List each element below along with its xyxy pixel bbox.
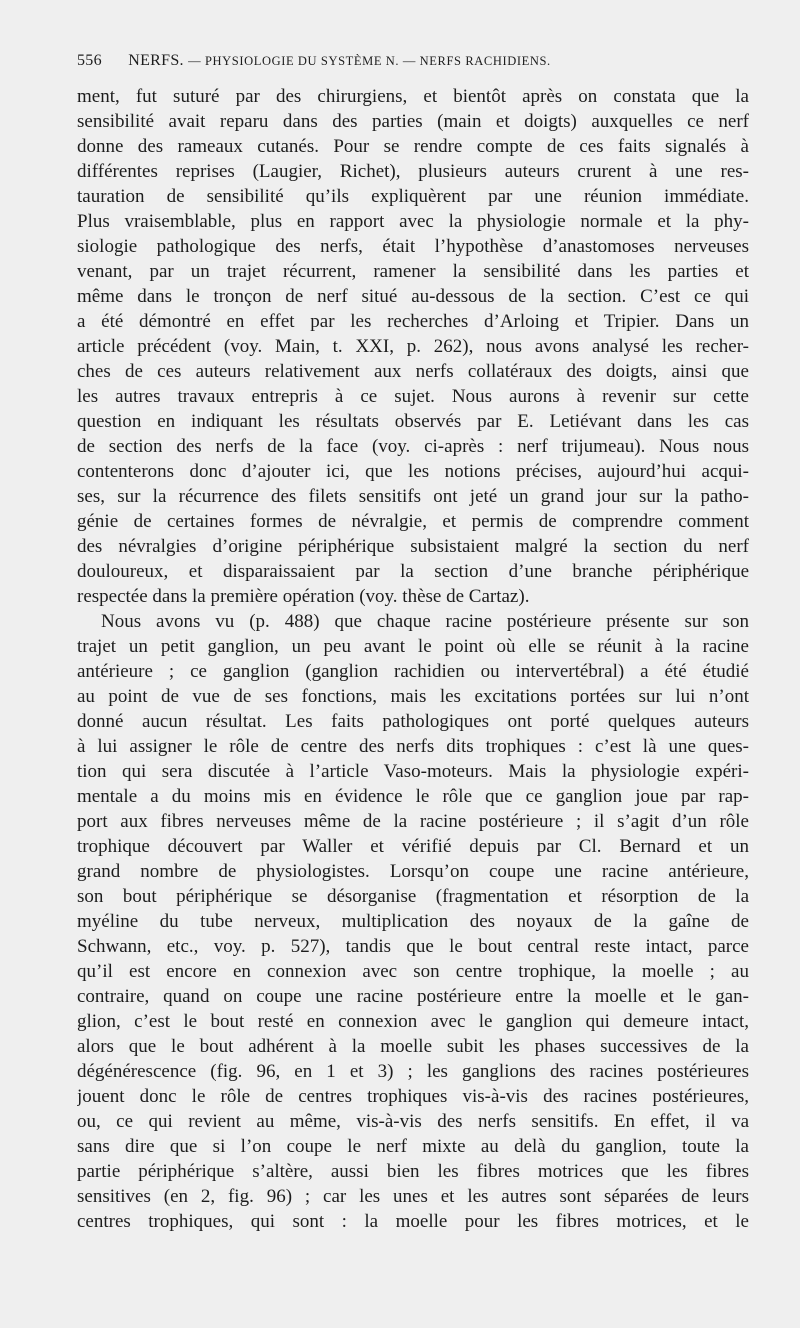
text-line: à lui assigner le rôle de centre des nerfs dits trophiques : c’est là une ques-: [77, 736, 749, 757]
text-line: sans dire que si l’on coupe le nerf mixte au delà du ganglion, toute la: [77, 1136, 749, 1157]
running-head: [77, 52, 757, 70]
text-line: son bout périphérique se désorganise (fragmentation et résorption de la: [77, 886, 749, 907]
text-line: douloureux, et disparaissaient par la section d’une branche périphérique: [77, 561, 749, 582]
text-line: port aux fibres nerveuses même de la racine postérieure ; il s’agit d’un rôle: [77, 811, 749, 832]
text-line: venant, par un trajet récurrent, ramener la sensibilité dans les parties et: [77, 261, 749, 282]
text-line: centres trophiques, qui sont : la moelle pour les fibres motrices, et le: [77, 1211, 749, 1232]
text-line: ou, ce qui revient au même, vis-à-vis des nerfs sensitifs. En effet, il va: [77, 1111, 749, 1132]
text-line: même dans le tronçon de nerf situé au-dessous de la section. C’est ce qui: [77, 286, 749, 307]
text-line: différentes reprises (Laugier, Richet), plusieurs auteurs crurent à une res-: [77, 161, 749, 182]
text-line: donné aucun résultat. Les faits pathologiques ont porté quelques auteurs: [77, 711, 749, 732]
text-line: tauration de sensibilité qu’ils expliquèrent par une réunion immédiate.: [77, 186, 749, 207]
text-line: question en indiquant les résultats observés par E. Letiévant dans les cas: [77, 411, 749, 432]
text-line: grand nombre de physiologistes. Lorsqu’on coupe une racine antérieure,: [77, 861, 749, 882]
text-line: ses, sur la récurrence des filets sensitifs ont jeté un grand jour sur la patho-: [77, 486, 749, 507]
text-line: jouent donc le rôle de centres trophiques vis-à-vis des racines postérieures,: [77, 1086, 749, 1107]
text-line: partie périphérique s’altère, aussi bien les fibres motrices que les fibres: [77, 1161, 749, 1182]
text-line: article précédent (voy. Main, t. XXI, p. 262), nous avons analysé les recher-: [77, 336, 749, 357]
text-line: trophique découvert par Waller et vérifié depuis par Cl. Bernard et un: [77, 836, 749, 857]
text-line: Schwann, etc., voy. p. 527), tandis que le bout central reste intact, parce: [77, 936, 749, 957]
text-line: Nous avons vu (p. 488) que chaque racine postérieure présente sur son: [101, 611, 749, 632]
text-line: mentale a du moins mis en évidence le rôle que ce ganglion joue par rap-: [77, 786, 749, 807]
text-line: myéline du tube nerveux, multiplication des noyaux de la gaîne de: [77, 911, 749, 932]
text-line: contenterons donc d’ajouter ici, que les notions précises, aujourd’hui acqui-: [77, 461, 749, 482]
header-subtitle: — PHYSIOLOGIE DU SYSTÈME N. — NERFS RACHIDIENS.: [188, 54, 551, 68]
text-line: Plus vraisemblable, plus en rapport avec la physiologie normale et la phy-: [77, 211, 749, 232]
text-line: siologie pathologique des nerfs, était l’hypothèse d’anastomoses nerveuses: [77, 236, 749, 257]
text-line: antérieure ; ce ganglion (ganglion rachidien ou intervertébral) a été étudié: [77, 661, 749, 682]
body-text: [77, 84, 749, 1234]
text-line: contraire, quand on coupe une racine postérieure entre la moelle et le gan-: [77, 986, 749, 1007]
text-line: tion qui sera discutée à l’article Vaso-moteurs. Mais la physiologie expéri-: [77, 761, 749, 782]
text-line: génie de certaines formes de névralgie, et permis de comprendre comment: [77, 511, 749, 532]
text-line: au point de vue de ses fonctions, mais les excitations portées sur lui n’ont: [77, 686, 749, 707]
text-line: les autres travaux entrepris à ce sujet. Nous aurons à revenir sur cette: [77, 386, 749, 407]
text-line: qu’il est encore en connexion avec son centre trophique, la moelle ; au: [77, 961, 749, 982]
text-line: trajet un petit ganglion, un peu avant le point où elle se réunit à la racine: [77, 636, 749, 657]
text-line: glion, c’est le bout resté en connexion avec le ganglion qui demeure intact,: [77, 1011, 749, 1032]
text-line: dégénérescence (fig. 96, en 1 et 3) ; les ganglions des racines postérieures: [77, 1061, 749, 1082]
page-number: 556: [77, 52, 102, 69]
text-line: alors que le bout adhérent à la moelle subit les phases successives de la: [77, 1036, 749, 1057]
text-line: des névralgies d’origine périphérique subsistaient malgré la section du nerf: [77, 536, 749, 557]
text-line: sensibilité avait reparu dans des parties (main et doigts) auxquelles ce nerf: [77, 111, 749, 132]
header-title: NERFS.: [128, 52, 184, 69]
text-line: respectée dans la première opération (voy. thèse de Cartaz).: [77, 586, 530, 607]
text-line: donne des rameaux cutanés. Pour se rendre compte de ces faits signalés à: [77, 136, 749, 157]
text-line: ment, fut suturé par des chirurgiens, et bientôt après on constata que la: [77, 86, 749, 107]
text-line: a été démontré en effet par les recherches d’Arloing et Tripier. Dans un: [77, 311, 749, 332]
text-line: de section des nerfs de la face (voy. ci-après : nerf trijumeau). Nous nous: [77, 436, 749, 457]
text-line: sensitives (en 2, fig. 96) ; car les unes et les autres sont séparées de leurs: [77, 1186, 749, 1207]
text-line: ches de ces auteurs relativement aux nerfs collatéraux des doigts, ainsi que: [77, 361, 749, 382]
